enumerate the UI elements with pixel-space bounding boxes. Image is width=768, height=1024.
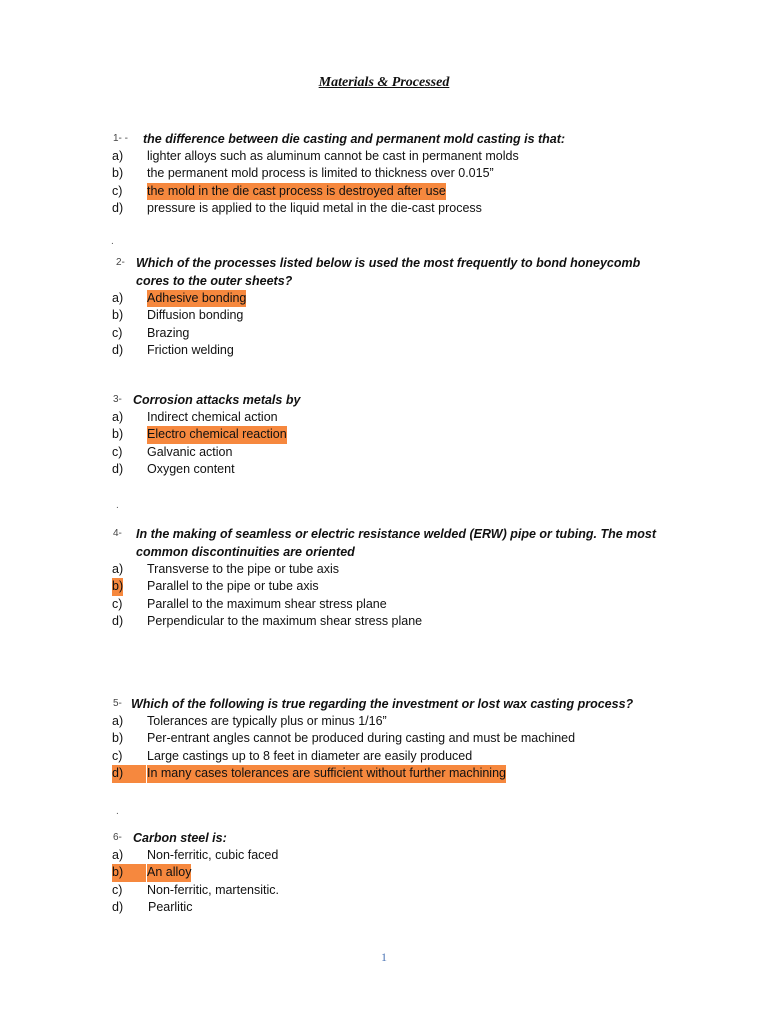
highlighted-answer: b) (112, 578, 123, 595)
question-stem (0, 391, 768, 409)
highlighted-answer: Electro chemical reaction (147, 426, 287, 443)
question-3 (0, 391, 768, 479)
question-text: Corrosion attacks metals by (133, 393, 301, 407)
page-number: 1 (381, 950, 387, 964)
option: d) Perpendicular to the maximum shear stress plane (112, 614, 423, 629)
page-title: Materials & Processed (318, 75, 450, 90)
option: a) Tolerances are typically plus or minus 1/16” (112, 714, 387, 728)
question-number: 2- (116, 257, 125, 268)
question-5 (0, 695, 768, 783)
option: a) Indirect chemical action (112, 410, 278, 424)
question-text: the difference between die casting and permanent mold casting is that: (143, 132, 566, 146)
option: b) Diffusion bonding (112, 308, 244, 323)
question-stem (0, 130, 768, 148)
option: a) Transverse to the pipe or tube axis (112, 562, 339, 576)
option: b) the permanent mold process is limited to thickness over 0.015” (112, 166, 494, 181)
stray-mark: . (116, 500, 119, 511)
option: c) Non-ferritic, martensitic. (112, 882, 279, 897)
question-number: 4- (113, 528, 122, 539)
option: c) Brazing (112, 325, 190, 340)
option: d) Pearlitic (112, 900, 193, 915)
option-correct: a) Adhesive bonding (0, 290, 768, 307)
question-number: 5- (113, 698, 122, 709)
option: c) Parallel to the maximum shear stress plane (112, 596, 387, 611)
option-correct: b) Parallel to the pipe or tube axis (0, 578, 768, 595)
option: c) Large castings up to 8 feet in diameter are easily produced (112, 748, 473, 763)
option: a) Non-ferritic, cubic faced (112, 848, 279, 862)
option: a) lighter alloys such as aluminum cannot be cast in permanent molds (112, 149, 519, 163)
highlighted-answer: Adhesive bonding (147, 290, 246, 307)
question-text: Which of the processes listed below is used the most frequently to bond honeycomb cores to the outer sheets? (136, 256, 641, 288)
option: d) Oxygen content (112, 462, 235, 477)
question-text: Carbon steel is: (133, 831, 227, 845)
question-text: Which of the following is true regarding the investment or lost wax casting process? (131, 697, 634, 711)
highlighted-answer: In many cases tolerances are sufficient without further machining (147, 765, 506, 782)
option-correct: d) In many cases tolerances are sufficient without further machining (0, 765, 768, 782)
option: d) pressure is applied to the liquid metal in the die-cast process (112, 201, 482, 216)
question-number: 1- - (113, 133, 128, 144)
option: b) Per-entrant angles cannot be produced during casting and must be machined (112, 731, 576, 746)
question-stem (0, 829, 768, 847)
question-number: 6- (113, 832, 122, 843)
highlighted-answer: An alloy (147, 864, 191, 881)
question-1 (0, 130, 768, 218)
question-stem (0, 525, 768, 561)
option: c) Galvanic action (112, 444, 233, 459)
question-text: In the making of seamless or electric resistance welded (ERW) pipe or tubing. The most common discontinuities are oriented (136, 527, 657, 559)
option-correct: b) An alloy (0, 864, 768, 881)
stray-mark: . (111, 236, 114, 247)
question-stem (0, 254, 768, 290)
stray-mark: . (116, 806, 119, 817)
highlighted-answer: the mold in the die cast process is destroyed after use (147, 183, 446, 200)
question-2 (0, 254, 768, 360)
question-stem (0, 695, 768, 713)
question-6 (0, 829, 768, 917)
question-4 (0, 525, 768, 631)
question-number: 3- (113, 394, 122, 405)
option-correct: b) Electro chemical reaction (0, 426, 768, 443)
option: d) Friction welding (112, 343, 234, 358)
option-correct: c) the mold in the die cast process is destroyed after use (0, 183, 768, 200)
